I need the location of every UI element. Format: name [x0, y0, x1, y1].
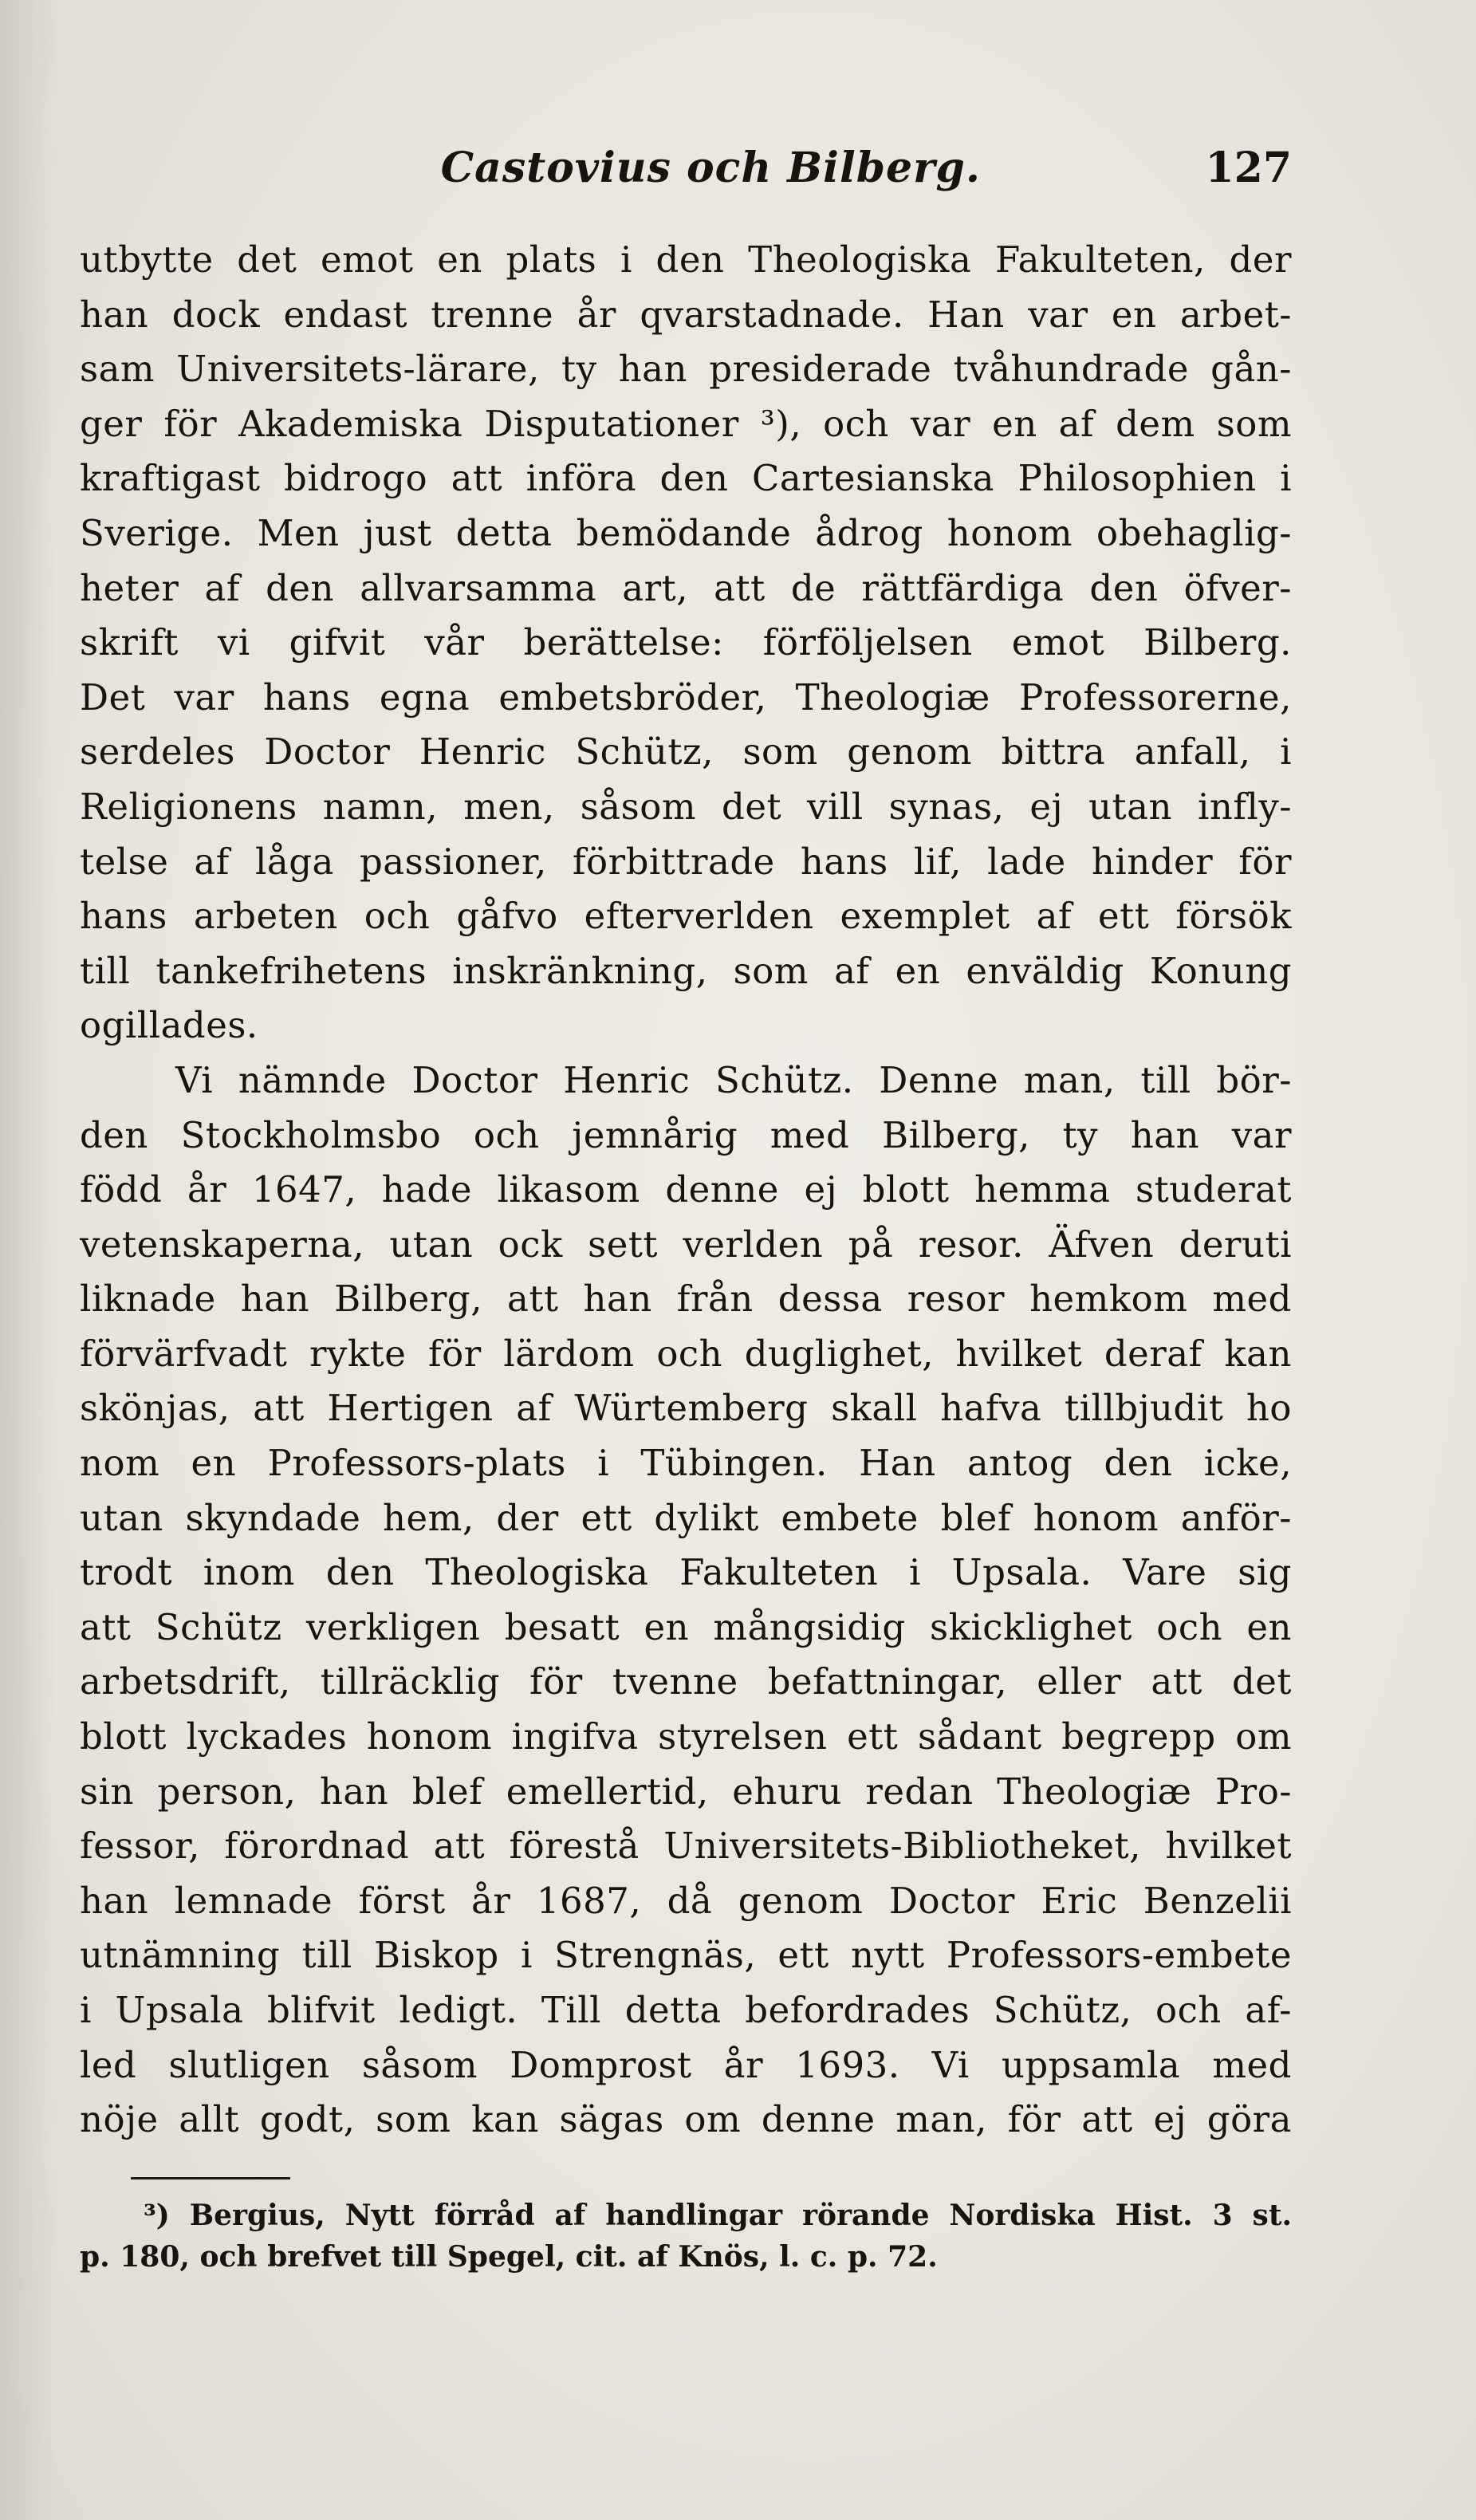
text-line: nöje allt godt, som kan sägas om denne man, för att ej göra — [80, 2098, 1292, 2141]
text-line: nom en Professors-plats i Tübingen. Han antog den icke, — [80, 1442, 1292, 1485]
text-line: fessor, förordnad att förestå Universitets-Bibliotheket, hvilket — [80, 1825, 1292, 1868]
text-line: den Stockholmsbo och jemnårig med Bilberg, ty han var — [80, 1113, 1292, 1156]
text-line: sin person, han blef emellertid, ehuru redan Theologiæ Pro- — [80, 1770, 1292, 1813]
running-title: Castovius och Bilberg. — [440, 144, 981, 192]
text-line: arbetsdrift, tillräcklig för tvenne befattningar, eller att det — [80, 1660, 1292, 1703]
text-line: kraftigast bidrogo att införa den Cartesianska Philosophien i — [80, 457, 1292, 500]
text-line: ger för Akademiska Disputationer ³), och var en af dem som — [80, 402, 1292, 445]
footnote-rule — [131, 2177, 290, 2179]
page-number: 127 — [1205, 144, 1292, 192]
footnote-line: p. 180, och brefvet till Spegel, cit. af Knös, l. c. p. 72. — [80, 2240, 938, 2274]
text-line: blott lyckades honom ingifva styrelsen ett sådant begrepp om — [80, 1715, 1292, 1758]
text-line: född år 1647, hade likasom denne ej blott hemma studerat — [80, 1168, 1292, 1211]
text-line: vetenskaperna, utan ock sett verlden på resor. Äfven deruti — [80, 1223, 1292, 1266]
text-line: han lemnade först år 1687, då genom Doctor Eric Benzelii — [80, 1879, 1292, 1922]
page-gutter-shadow — [0, 0, 56, 2520]
paragraph-start-line: Vi nämnde Doctor Henric Schütz. Denne man, till bör- — [175, 1058, 1292, 1101]
text-line: han dock endast trenne år qvarstadnade. Han var en arbet- — [80, 293, 1292, 336]
text-line: skönjas, att Hertigen af Würtemberg skall hafva tillbjudit ho — [80, 1387, 1292, 1430]
text-line: sam Universitets-lärare, ty han presiderade tvåhundrade gån- — [80, 348, 1292, 391]
text-line: Sverige. Men just detta bemödande ådrog honom obehaglig- — [80, 511, 1292, 554]
text-line: led slutligen såsom Domprost år 1693. Vi uppsamla med — [80, 2043, 1292, 2086]
text-line: trodt inom den Theologiska Fakulteten i Upsala. Vare sig — [80, 1551, 1292, 1594]
footnote-line: ³) Bergius, Nytt förråd af handlingar rörande Nordiska Hist. 3 st. — [144, 2199, 1292, 2232]
text-line: Det var hans egna embetsbröder, Theologiæ Professorerne, — [80, 675, 1292, 719]
text-line: serdeles Doctor Henric Schütz, som genom bittra anfall, i — [80, 730, 1292, 774]
text-line: hans arbeten och gåfvo efterverlden exemplet af ett försök — [80, 895, 1292, 938]
text-line: utbytte det emot en plats i den Theologiska Fakulteten, der — [80, 238, 1292, 281]
text-line: telse af låga passioner, förbittrade hans lif, lade hinder för — [80, 840, 1292, 883]
text-line: utnämning till Biskop i Strengnäs, ett nytt Professors-embete — [80, 1934, 1292, 1977]
text-line: Religionens namn, men, såsom det vill synas, ej utan infly- — [80, 785, 1292, 828]
text-line: i Upsala blifvit ledigt. Till detta befordrades Schütz, och af- — [80, 1989, 1292, 2031]
text-line: skrift vi gifvit vår berättelse: förföljelsen emot Bilberg. — [80, 621, 1292, 664]
text-line: förvärfvadt rykte för lärdom och duglighet, hvilket deraf kan — [80, 1332, 1292, 1375]
paragraph-end-line: ogillades. — [80, 1004, 258, 1047]
text-line: liknade han Bilberg, att han från dessa resor hemkom med — [80, 1278, 1292, 1321]
body-text — [80, 233, 1292, 2148]
text-line: till tankefrihetens inskränkning, som af en enväldig Konung — [80, 949, 1292, 992]
text-line: utan skyndade hem, der ett dylikt embete blef honom anför- — [80, 1496, 1292, 1539]
text-line: heter af den allvarsamma art, att de rättfärdiga den öfver- — [80, 566, 1292, 609]
text-line: att Schütz verkligen besatt en mångsidig skicklighet och en — [80, 1605, 1292, 1648]
footnotes — [80, 2195, 1292, 2278]
page-header — [80, 144, 1292, 199]
